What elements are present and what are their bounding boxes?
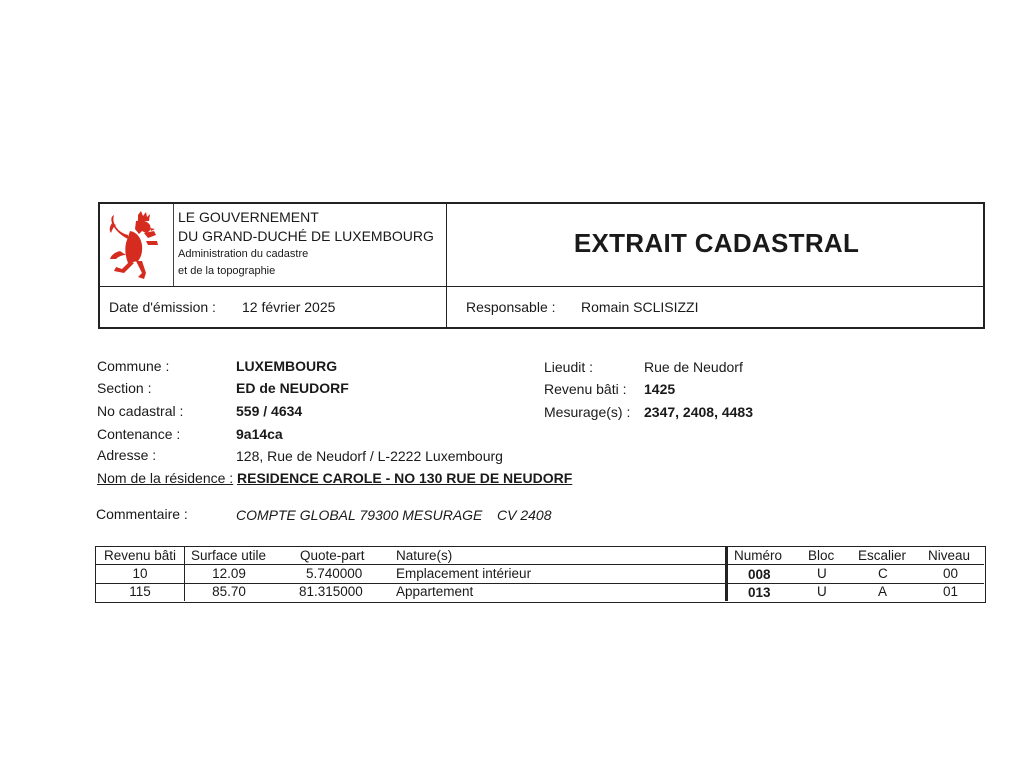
table-row-1-quote: 5.740000 <box>306 566 363 581</box>
table-row-1-escalier: C <box>878 566 888 581</box>
th-revenu: Revenu bâti <box>103 548 177 563</box>
gov-line1: LE GOUVERNEMENT <box>178 209 319 225</box>
header-divider-vertical <box>446 204 447 327</box>
table-row-2-escalier: A <box>878 584 888 599</box>
table-row-2-revenu: 115 <box>129 584 151 599</box>
cadastral-value: 559 / 4634 <box>236 403 303 419</box>
table-row-1-bloc: U <box>817 566 827 581</box>
residence-value: RESIDENCE CAROLE - NO 130 RUE DE NEUDORF <box>237 470 573 486</box>
date-label: Date d'émission : <box>109 299 216 315</box>
commune-label: Commune : <box>97 358 170 374</box>
adresse-label: Adresse : <box>97 447 157 463</box>
table-row-1-nature: Emplacement intérieur <box>396 566 532 581</box>
th-bloc: Bloc <box>808 548 835 563</box>
header-divider-horizontal <box>100 286 983 287</box>
mesurage-label: Mesurage(s) : <box>544 404 631 420</box>
table-row-1-surface: 12.09 <box>212 566 246 581</box>
responsable-value: Romain SCLISIZZI <box>581 299 699 315</box>
adresse-value: 128, Rue de Neudorf / L-2222 Luxembourg <box>236 448 503 464</box>
revenu-label: Revenu bâti : <box>544 381 627 397</box>
gov-line2: DU GRAND-DUCHÉ DE LUXEMBOURG <box>178 228 434 244</box>
contenance-value: 9a14ca <box>236 426 283 442</box>
responsable-label: Responsable : <box>466 299 556 315</box>
commentaire-cv: CV 2408 <box>497 507 552 523</box>
commentaire-value: COMPTE GLOBAL 79300 MESURAGE <box>236 507 483 523</box>
residence-label: Nom de la résidence : <box>97 470 234 486</box>
contenance-label: Contenance : <box>97 426 181 442</box>
parcel-table <box>95 546 986 603</box>
admin-line2: et de la topographie <box>178 265 276 277</box>
section-value: ED de NEUDORF <box>236 380 349 396</box>
table-row-1-niveau: 00 <box>943 566 959 581</box>
admin-line1: Administration du cadastre <box>178 248 309 260</box>
table-row-2-bloc: U <box>817 584 827 599</box>
table-row-2-numero: 013 <box>748 585 771 600</box>
table-row-2-quote: 81.315000 <box>299 584 363 599</box>
header-box <box>98 202 985 329</box>
cadastral-label: No cadastral : <box>97 403 184 419</box>
table-row-1-numero: 008 <box>748 567 771 582</box>
th-numero: Numéro <box>734 548 783 563</box>
table-row-2-surface: 85.70 <box>212 584 246 599</box>
red-lion-icon <box>108 211 164 281</box>
revenu-value: 1425 <box>644 381 676 397</box>
mesurage-value: 2347, 2408, 4483 <box>644 404 753 420</box>
section-label: Section : <box>97 380 152 396</box>
date-value: 12 février 2025 <box>242 299 336 315</box>
logo-divider <box>173 204 174 286</box>
table-row-2-nature: Appartement <box>396 584 474 599</box>
commentaire-label: Commentaire : <box>96 506 188 522</box>
th-escalier: Escalier <box>858 548 907 563</box>
th-niveau: Niveau <box>928 548 971 563</box>
lieudit-label: Lieudit : <box>544 359 594 375</box>
table-row-1-revenu: 10 <box>132 566 148 581</box>
commune-value: LUXEMBOURG <box>236 358 338 374</box>
th-quote: Quote-part <box>300 548 365 563</box>
lieudit-value: Rue de Neudorf <box>644 359 743 375</box>
th-surface: Surface utile <box>191 548 267 563</box>
document-title: EXTRAIT CADASTRAL <box>573 228 860 258</box>
th-nature: Nature(s) <box>396 548 453 563</box>
table-row-2-niveau: 01 <box>943 584 959 599</box>
